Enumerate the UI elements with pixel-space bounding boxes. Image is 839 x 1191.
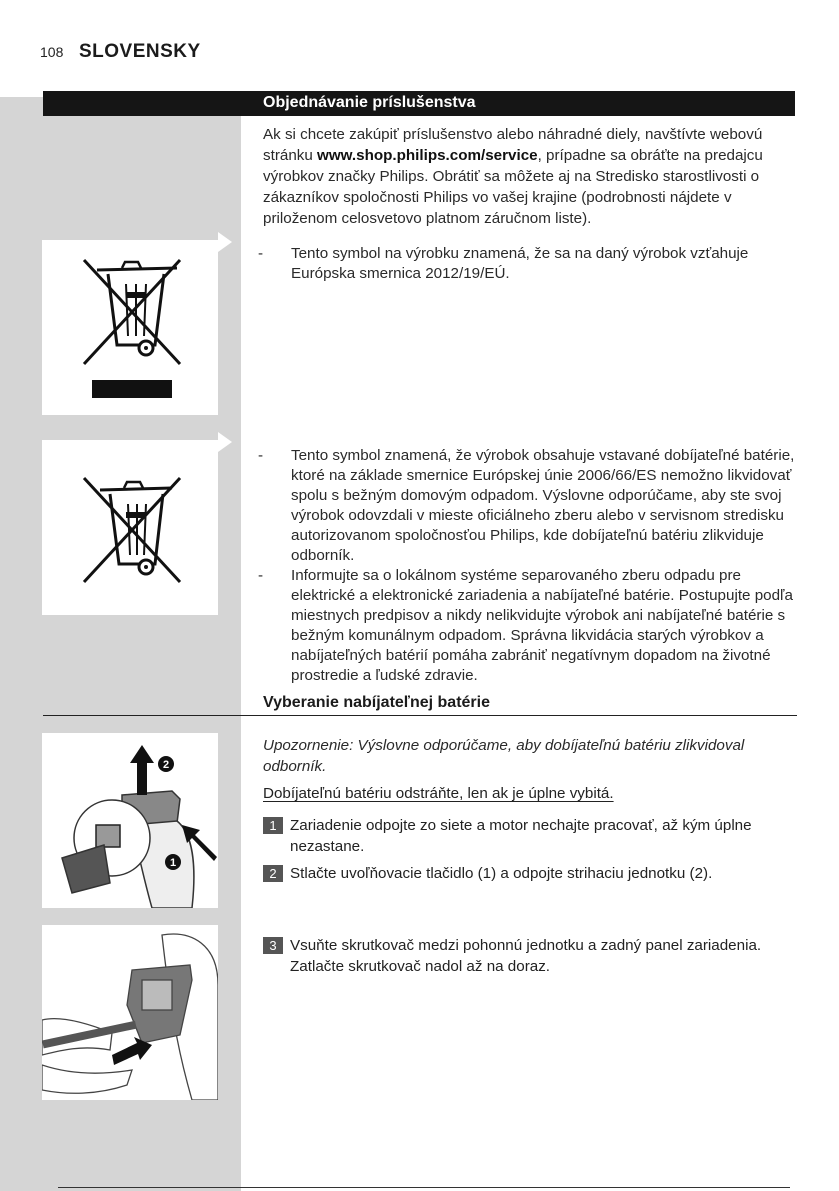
weee-symbol-panel bbox=[42, 240, 218, 415]
crossed-bin-icon bbox=[42, 240, 218, 415]
bullet-text: Tento symbol znamená, že výrobok obsahuje vstavané dobíjateľné batérie, ktoré na základe smernice Európskej únie 2006/66/ES nemožno likvidovať spolu s bežným domovým odpadom. Výslovne odporúčame, aby ste svoj výrobok odovzdali v mieste oficiálneho zberu alebo v servisnom stredisku autorizovanom spoločnosťou Philips, kde dobíjateľnú batériu zlikviduje odborník. bbox=[291, 447, 795, 564]
step-text: Vsuňte skrutkovač medzi pohonnú jednotku a zadný panel zariadenia. Zatlačte skrutkovač nadol až na doraz. bbox=[290, 937, 762, 975]
battery-empty-note: Dobíjateľnú batériu odstráňte, len ak je úplne vybitá. bbox=[263, 785, 614, 802]
callout-1: 1 bbox=[169, 857, 177, 869]
battery-bullet-list bbox=[258, 446, 796, 686]
step-text: Zariadenie odpojte zo siete a motor nechajte pracovať, až kým úplne nezastane. bbox=[290, 817, 752, 855]
language-heading: SLOVENSKY bbox=[79, 41, 201, 62]
footer-rule bbox=[58, 1187, 790, 1188]
para-text-1: Ak si chcete zakúpiť príslušenstvo alebo náhradné diely, navštívte webovú stránku bbox=[263, 126, 763, 164]
battery-symbol-panel bbox=[42, 440, 218, 615]
page-number: 108 bbox=[40, 44, 64, 60]
list-item bbox=[258, 566, 796, 686]
bullet-dash: - bbox=[258, 567, 264, 584]
step-number: 2 bbox=[263, 865, 283, 882]
step-2 bbox=[263, 863, 798, 884]
hands-screwdriver-illustration bbox=[42, 925, 218, 1100]
step-text: Stlačte uvoľňovacie tlačidlo (1) a odpojte strihaciu jednotku (2). bbox=[290, 865, 713, 882]
callout-2: 2 bbox=[162, 759, 170, 771]
list-item bbox=[258, 244, 796, 284]
bullet-text: Tento symbol na výrobku znamená, že sa na daný výrobok vzťahuje Európska smernica 2012/19/EÚ. bbox=[291, 245, 749, 282]
bullet-dash: - bbox=[258, 245, 264, 262]
crossed-bin-icon bbox=[42, 440, 218, 615]
shaver-release-illustration bbox=[42, 733, 218, 908]
section-title-battery-removal: Vyberanie nabíjateľnej batérie bbox=[263, 694, 490, 711]
bullet-text: Informujte sa o lokálnom systéme separovaného zberu odpadu pre elektrické a elektronické zariadenia a nabíjateľné batérie. Postupujte podľa miestnych predpisov a nikdy nelikvidujte výrobok ani nabíjateľné batérie s bežným komunálnym odpadom. Správna likvidácia starých výrobkov a nabíjateľných batérií pomáha zabrániť negatívnym dopadom na životné prostredie a ľudské zdravie. bbox=[291, 567, 793, 684]
weee-bullet-list bbox=[258, 244, 796, 284]
section-divider bbox=[43, 715, 797, 716]
screwdriver-illustration bbox=[42, 925, 218, 1100]
warning-text: Upozornenie: Výslovne odporúčame, aby dobíjateľnú batériu zlikvidoval odborník. bbox=[263, 737, 745, 775]
panel-pointer bbox=[218, 232, 232, 252]
shop-url: www.shop.philips.com/service bbox=[317, 147, 538, 164]
step-3 bbox=[263, 935, 798, 977]
step-number: 1 bbox=[263, 817, 283, 834]
weee-underline-bar bbox=[92, 380, 172, 398]
list-item bbox=[258, 446, 796, 566]
para-text-2: , prípadne sa obráťte na predajcu výrobkov značky Philips. Obrátiť sa môžete aj na Stredisko starostlivosti o zákazníkov spoločnosti Philips vo vašej krajine (podrobnosti nájdete v priloženom celosvetovo platnom záručnom liste). bbox=[263, 147, 763, 227]
bullet-dash: - bbox=[258, 447, 264, 464]
shaver-illustration bbox=[42, 733, 218, 908]
step-1 bbox=[263, 815, 798, 857]
accessories-paragraph bbox=[263, 124, 793, 229]
panel-pointer bbox=[218, 432, 232, 452]
section-title-accessories: Objednávanie príslušenstva bbox=[263, 94, 476, 111]
step-number: 3 bbox=[263, 937, 283, 954]
